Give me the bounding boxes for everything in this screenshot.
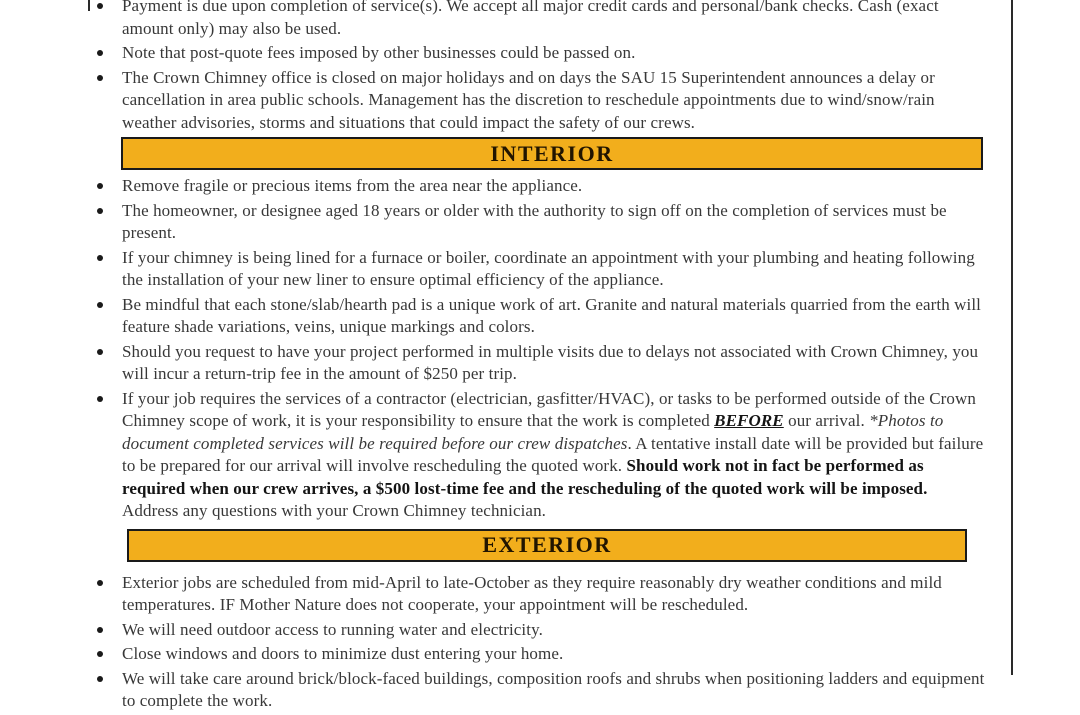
text-run: Payment is due upon completion of service(s). We accept all major credit cards and personal/bank checks. Cash (exact amount only) may also be used. (122, 0, 939, 38)
text-run: If your chimney is being lined for a furnace or boiler, coordinate an appointment with your plumbing and heating following the installation of your new liner to ensure optimal efficiency of the appliance. (122, 247, 975, 289)
section-banner-interior (121, 137, 983, 170)
bullet-item (122, 200, 985, 245)
bullet-item (122, 175, 985, 198)
bullet-item (122, 668, 985, 713)
text-run: The Crown Chimney office is closed on major holidays and on days the SAU 15 Superintendent announces a delay or cancellation in area public schools. Management has the discretion to reschedule appointments due to wind/snow/rain weather advisories, storms and situations that could impact the safety of our crews. (122, 67, 935, 132)
bullet-list (0, 0, 1012, 134)
section-banner-exterior (127, 529, 967, 562)
text-run: Be mindful that each stone/slab/hearth pad is a unique work of art. Granite and natural materials quarried from the earth will feature shade variations, veins, unique markings and colors. (122, 294, 982, 336)
text-run: Should work not in fact be performed as required when our crew arrives, a $500 lost-time fee and the rescheduling of the quoted work will be imposed. (122, 456, 928, 498)
text-run: *Photos to document completed services will be required before our crew dispatches (122, 411, 944, 453)
bullet-list (0, 175, 1012, 523)
bullet-list (0, 572, 1012, 713)
bullet-item (122, 42, 985, 65)
bullet-item (122, 643, 985, 666)
text-run: BEFORE (714, 411, 784, 430)
table-border-remnant (88, 0, 90, 11)
text-run: If your job requires the services of a contractor (electrician, gasfitter/HVAC), or tasks to be performed outside of the Crown Chimney scope of work, it is your responsibility to ensure that the work is completed (122, 388, 976, 430)
text-run: Exterior jobs are scheduled from mid-April to late-October as they require reasonably dry weather conditions and mild temperatures. IF Mother Nature does not cooperate, your appointment will be rescheduled. (122, 572, 942, 614)
bullet-item (122, 294, 985, 339)
text-run: The homeowner, or designee aged 18 years or older with the authority to sign off on the completion of services must be present. (122, 200, 947, 242)
text-run: . A tentative install date will be provided but failure to be prepared for our arrival will involve rescheduling the quoted work. (122, 433, 984, 475)
bullet-item (122, 572, 985, 617)
page-border-right (1011, 0, 1013, 675)
section-banner-label: EXTERIOR (482, 532, 612, 557)
bullet-item (122, 388, 985, 523)
bullet-item (122, 341, 985, 386)
text-run: Should you request to have your project performed in multiple visits due to delays not associated with Crown Chimney, you will incur a return-trip fee in the amount of $250 per trip. (122, 341, 979, 383)
bullet-item (122, 247, 985, 292)
bullet-item (122, 67, 985, 135)
section-banner-label: INTERIOR (490, 140, 614, 166)
text-run: Remove fragile or precious items from the area near the appliance. (122, 176, 583, 195)
text-run: Address any questions with your Crown Chimney technician. (122, 501, 547, 520)
bullet-item (122, 0, 985, 40)
text-run: Note that post-quote fees imposed by other businesses could be passed on. (122, 43, 636, 62)
text-run: We will take care around brick/block-faced buildings, composition roofs and shrubs when positioning ladders and equipment to complete the work. (122, 668, 985, 710)
bullet-item (122, 619, 985, 642)
text-run: We will need outdoor access to running water and electricity. (122, 619, 543, 639)
text-run: Close windows and doors to minimize dust entering your home. (122, 644, 564, 663)
text-run: our arrival. (783, 411, 870, 430)
